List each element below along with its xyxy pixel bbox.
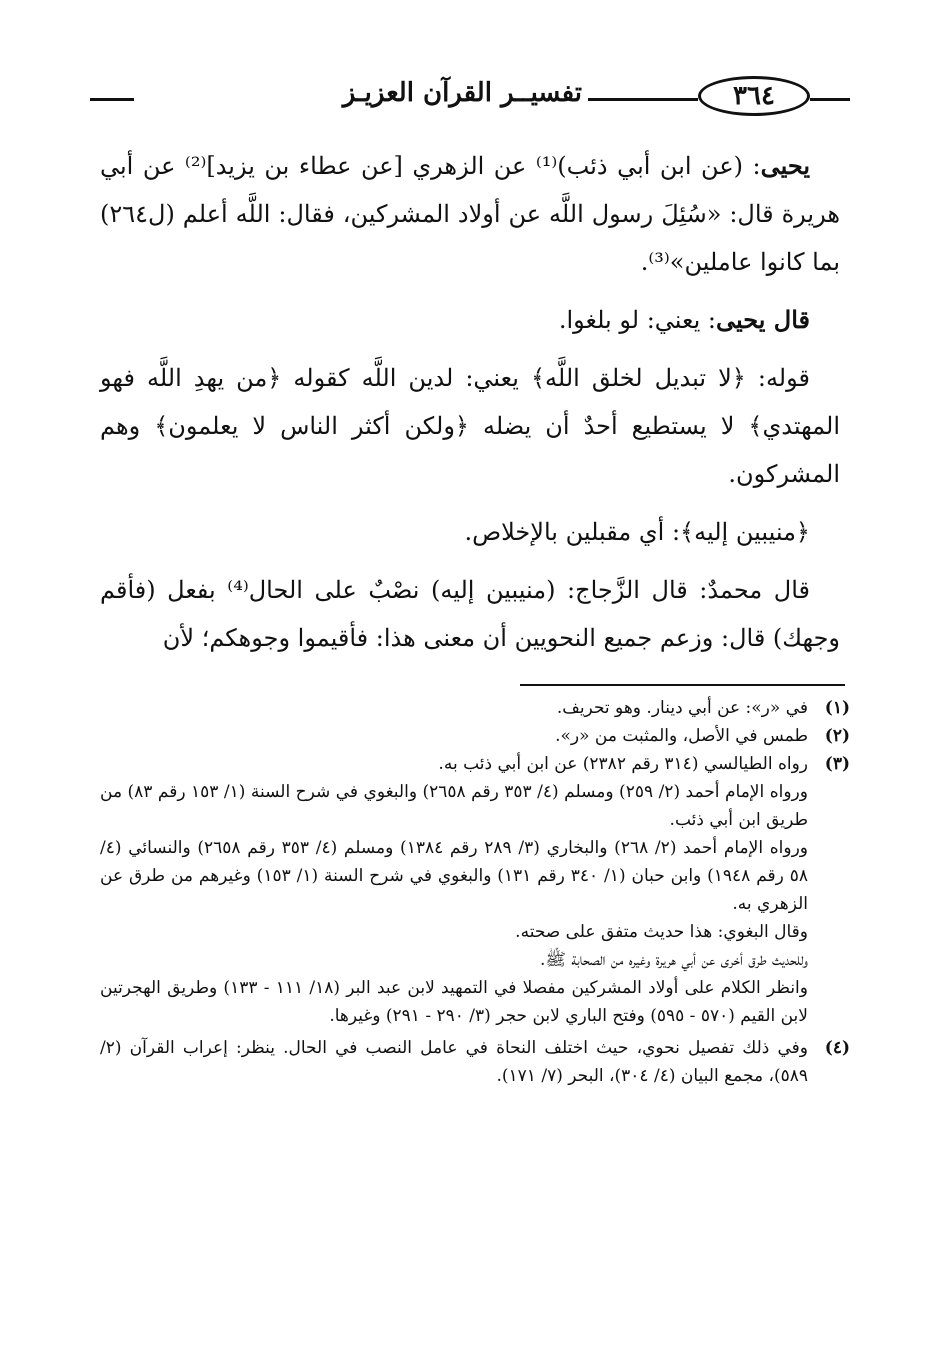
footnote-text: طمس في الأصل، والمثبت من «ر». xyxy=(555,726,808,746)
footnote-3 xyxy=(100,750,850,1030)
footnote-line: وانظر الكلام على أولاد المشركين مفصلا في التمهيد لابن عبد البر (١٨/ ١١١ - ١٣٣) وطريق الهجرتين لابن القيم (٥٧٠ - ٥٩٥) وفتح الباري لابن حجر (٣/ ٢٩٠ - ٢٩١) وغيرها. xyxy=(100,978,808,1026)
footnote-mark: (٢) xyxy=(824,726,850,746)
page-number-text: ٣٦٤ xyxy=(733,81,775,111)
footnote-mark: (٣) xyxy=(824,754,850,774)
paragraph-text: قال محمدٌ: قال الزَّجاج: (منيبين إليه) نصْبٌ على الحال⁽⁴⁾ بفعل (فأقم وجهك) قال: وزعم جميع النحويين أن معنى هذا: فأقيموا وجوهكم؛ لأن xyxy=(100,576,840,652)
footnote-text: وفي ذلك تفصيل نحوي، حيث اختلف النحاة في عامل النصب في الحال. ينظر: إعراب القرآن (٢/ ٥٨٩)، مجمع البيان (٤/ ٣٠٤)، البحر (٧/ ١٧١). xyxy=(100,1038,808,1086)
paragraph-hadith xyxy=(100,142,840,286)
page-number xyxy=(698,76,810,116)
footnote-mark: (١) xyxy=(824,698,850,718)
paragraph-text: : (عن ابن أبي ذئب)⁽¹⁾ عن الزهري [عن عطاء بن يزيد]⁽²⁾ عن أبي هريرة قال: «سُئِلَ رسول اللَّه عن أولاد المشركين، فقال: اللَّه أعلم (ل٢٦٤) بما كانوا عاملين»⁽³⁾. xyxy=(100,152,840,276)
paragraph-text: : يعني: لو بلغوا. xyxy=(558,306,716,334)
footnote-line: رواه الطيالسي (٣١٤ رقم ٢٣٨٢) عن ابن أبي ذئب به. xyxy=(438,754,808,774)
paragraph-zajjaj xyxy=(100,566,840,662)
footnote-line: وللحديث طرق أخرى عن أبي هريرة وغيره من الصحابة ﷺ. xyxy=(540,950,808,970)
header-rule-left xyxy=(90,98,134,101)
footnote-1 xyxy=(100,694,850,722)
header-rule-middle xyxy=(588,98,698,101)
header-rule-right xyxy=(810,98,850,101)
main-text xyxy=(100,142,840,672)
footnote-line: ورواه الإمام أحمد (٢/ ٢٦٨) والبخاري (٣/ ٢٨٩ رقم ١٣٨٤) ومسلم (٤/ ٣٥٣ رقم ٢٦٥٨) والنسائي (٤/ ٥٨ رقم ١٩٤٨) وابن حبان (١/ ٣٤٠ رقم ١٣١) والبغوي في شرح السنة (١/ ١٥٣) وغيرهم من طرق عن الزهري به. xyxy=(100,838,809,914)
footnote-text: في «ر»: عن أبي دينار. وهو تحريف. xyxy=(556,698,808,718)
paragraph-yahya-comment xyxy=(100,296,840,344)
footnote-line: وقال البغوي: هذا حديث متفق على صحته. xyxy=(515,922,808,942)
footnote-mark: (٤) xyxy=(824,1038,850,1058)
paragraph-munibin xyxy=(100,508,840,556)
speaker-label: يحيى xyxy=(760,151,811,180)
footnote-line: ورواه الإمام أحمد (٢/ ٢٥٩) ومسلم (٤/ ٣٥٣ رقم ٢٦٥٨) والبغوي في شرح السنة (١/ ١٥٣ رقم ٨٣) من طريق ابن أبي ذئب. xyxy=(100,782,808,830)
running-header xyxy=(90,76,850,122)
footnotes xyxy=(100,694,850,1090)
footnote-2 xyxy=(100,722,850,750)
speaker-label: قال يحيى xyxy=(716,305,810,334)
paragraph-no-change xyxy=(100,354,840,498)
paragraph-text: قوله: ﴿لا تبديل لخلق اللَّه﴾ يعني: لدين اللَّه كقوله ﴿من يهدِ اللَّه فهو المهتدي﴾ لا يستطيع أحدٌ أن يضله ﴿ولكن أكثر الناس لا يعلمون﴾ وهم المشركون. xyxy=(100,364,840,488)
footnote-separator xyxy=(520,684,845,686)
footnote-4 xyxy=(100,1034,850,1090)
paragraph-text: ﴿منيبين إليه﴾: أي مقبلين بالإخلاص. xyxy=(464,518,810,546)
running-title: تفسيــر القرآن العزيـز xyxy=(342,78,582,108)
